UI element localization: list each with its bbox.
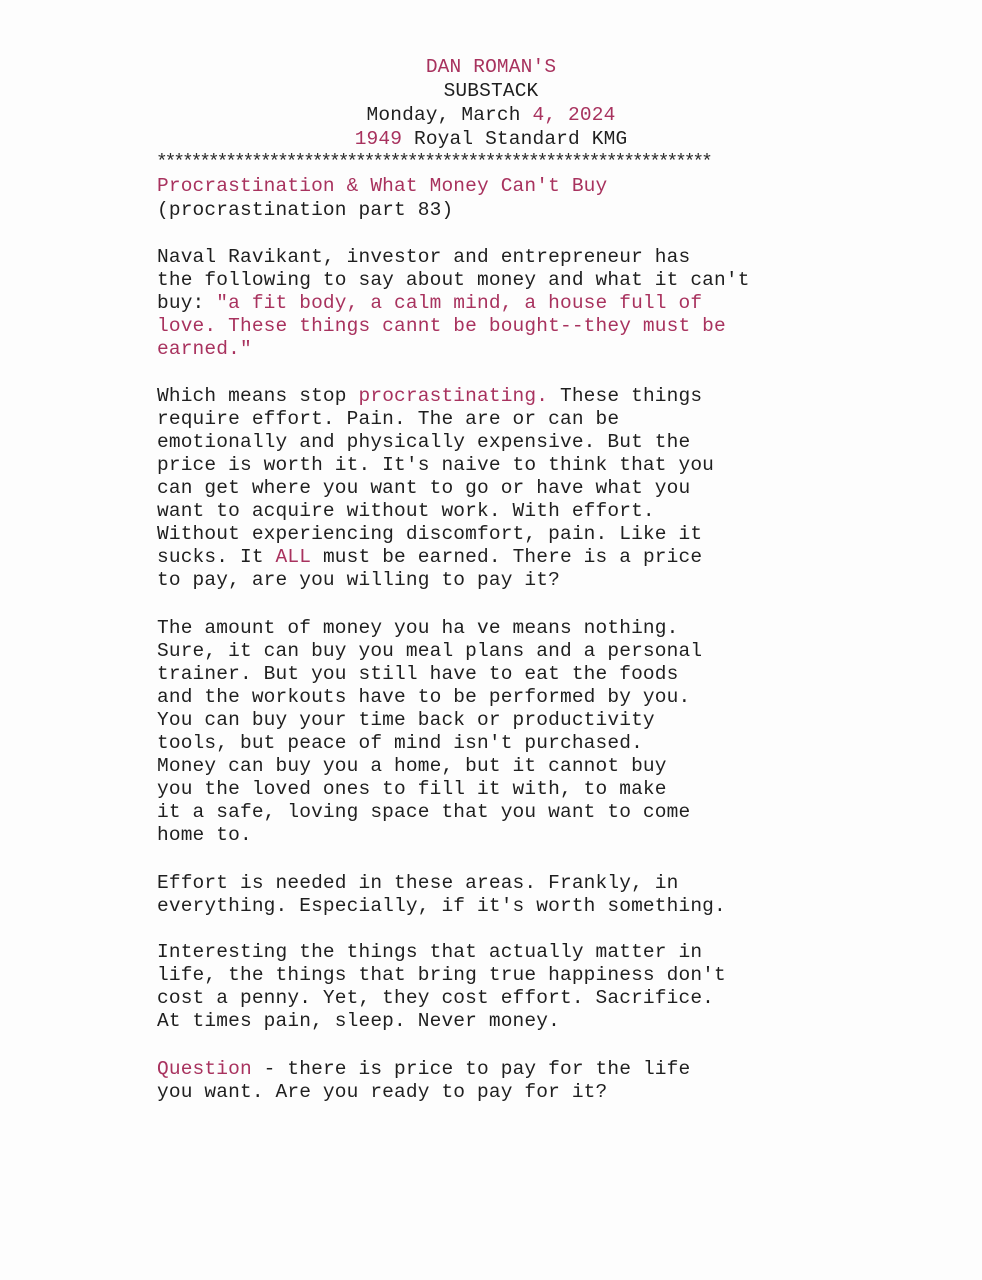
p2-line-8 [157,546,702,569]
p2-line-2: require effort. Pain. The are or can be [157,408,620,430]
p3-line-7: Money can buy you a home, but it cannot buy [157,755,667,777]
p1-line-2: the following to say about money and what it can't [157,269,750,291]
p4-line-2: everything. Especially, if it's worth something. [157,895,726,917]
p5-line-4: At times pain, sleep. Never money. [157,1010,560,1032]
date-suffix: , 2024 [544,104,616,126]
p2-line-1-plain: Which means stop [157,385,359,407]
p2-line-1-red: procrastinating. [358,385,549,407]
p2-line-8-a: sucks. It [157,546,276,568]
p3-line-10: home to. [157,824,252,846]
p2-line-9: to pay, are you willing to pay it? [157,569,560,591]
typewriter-year: 1949 [354,128,403,150]
question-label: Question [157,1058,252,1080]
p5-line-2: life, the things that bring true happiness don't [157,964,726,986]
p2-line-1-rest: These things [548,385,703,407]
p6-line-2: you want. Are you ready to pay for it? [157,1081,608,1103]
p2-line-8-b: must be earned. There is a price [311,546,703,568]
p2-line-5: can get where you want to go or have what you [157,477,691,499]
p3-line-3: trainer. But you still have to eat the foods [157,663,679,685]
author-line: DAN ROMAN'S [425,56,557,78]
p2-line-1 [157,385,702,408]
p2-line-8-red: ALL [275,546,312,568]
p1-line-4: love. These things cannt be bought--they must be [157,315,726,337]
p4-line-1: Effort is needed in these areas. Frankly, in [157,872,679,894]
publication-line: SUBSTACK [443,80,539,102]
date-day: 4 [532,104,545,126]
p2-line-6: want to acquire without work. With effort. [157,500,655,522]
p3-line-4: and the workouts have to be performed by you. [157,686,691,708]
p3-line-9: it a safe, loving space that you want to come [157,801,691,823]
p1-line-3 [157,292,702,315]
p3-line-5: You can buy your time back or productivity [157,709,655,731]
date-line [0,104,982,127]
p6-line-1-rest: - there is price to pay for the life [251,1058,691,1080]
p2-line-7: Without experiencing discomfort, pain. Like it [157,523,703,545]
p1-line-3-quote: "a fit body, a calm mind, a house full of [216,292,703,314]
p2-line-3: emotionally and physically expensive. But the [157,431,691,453]
p6-line-1 [157,1058,690,1081]
p1-line-1: Naval Ravikant, investor and entrepreneur has [157,246,691,268]
typewriter-line [0,128,982,151]
p2-line-4: price is worth it. It's naive to think that you [157,454,715,476]
p3-line-1: The amount of money you ha ve means nothing. [157,617,679,639]
typewriter-model: Royal Standard KMG [402,128,628,150]
p5-line-1: Interesting the things that actually matter in [157,941,703,963]
date-prefix: Monday, March [366,104,533,126]
p3-line-6: tools, but peace of mind isn't purchased. [157,732,643,754]
star-divider: **************************************************************** [156,151,710,173]
post-title: Procrastination & What Money Can't Buy [157,175,608,197]
p3-line-8: you the loved ones to fill it with, to make [157,778,667,800]
p5-line-3: cost a penny. Yet, they cost effort. Sacrifice. [157,987,715,1009]
p1-line-3-plain: buy: [157,292,217,314]
post-subtitle: (procrastination part 83) [157,199,454,221]
p3-line-2: Sure, it can buy you meal plans and a personal [157,640,703,662]
p1-line-5: earned." [157,338,252,360]
